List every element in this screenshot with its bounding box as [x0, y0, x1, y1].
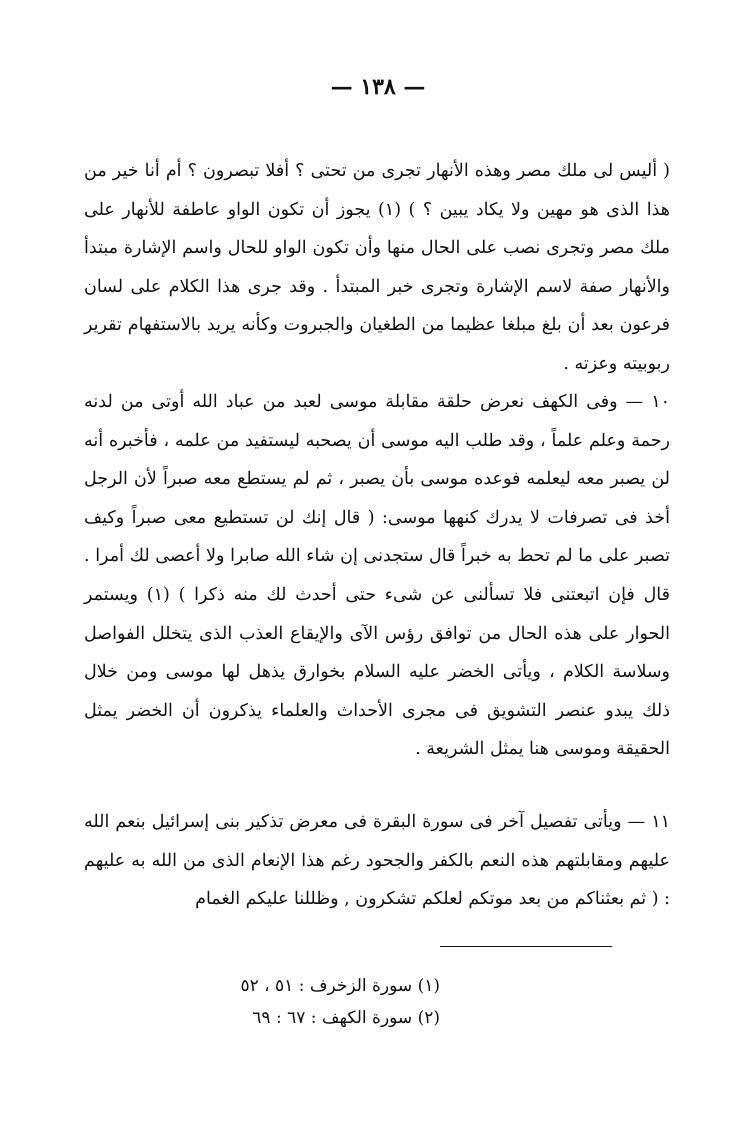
paragraph-10: ١٠ — وفى الكهف نعرض حلقة مقابلة موسى لعبد من عباد الله أوتى من لدنه رحمة وعلم علماً ، وقد طلب اليه موسى أن يصحبه ليستفيد من علمه ، فأخبره أنه لن يصبر معه ليعلمه فوعده موسى بأن يصبر ، ثم لم يستطع معه صبراً لأن الرجل أخذ فى تصرفات لا يدرك كنهها موسى: ( قال إنك لن تستطيع معى صبراً وكيف تصبر على ما لم تحط به خبراً قال ستجدنى إن شاء الله صابرا ولا أعصى لك أمرا . قال فإن اتبعتنى فلا تسألنى عن شىء حتى أحدث لك منه ذكرا ) (١) ويستمر الحوار على هذه الحال من توافق رؤس الآى والإيقاع العذب الذى يتخلل الفواصل وسلاسة الكلام ، ويأتى الخضر عليه السلام بخوارق يذهل لها موسى ومن خلال ذلك يبدو عنصر التشويق فى مجرى الأحداث والعلماء يذكرون أن الخضر يمثل الحقيقة وموسى هنا يمثل الشريعة .	[84, 392, 670, 760]
footnote-2: (٢) سورة الكهف : ٦٧ : ٦٩	[252, 1008, 440, 1028]
paragraph-quran-quote: ( أليس لى ملك مصر وهذه الأنهار تجرى من تحتى ؟ أفلا تبصرون ؟ أم أنا خير من هذا الذى هو مهين ولا يكاد يبين ؟ ) (١) يجوز أن تكون الواو عاطفة للأنهار على ملك مصر وتجرى نصب على الحال منها وأن تكون الواو للحال واسم الإشارة مبتدأ والأنهار صفة لاسم الإشارة وتجرى خبر المبتدأ . وقد جرى هذا الكلام على لسان فرعون بعد أن بلغ مبلغا عظيما من الطغيان والجبروت وكأنه يريد بالاستفهام تقرير ربوبيته وعزته .	[84, 161, 670, 374]
footnote-1: (١) سورة الزخرف : ٥١ ، ٥٢	[240, 976, 440, 996]
page-number: — ١٣٨ —	[330, 74, 426, 100]
footnote-divider	[440, 946, 612, 947]
paragraph-11: ١١ — ويأتى تفصيل آخر فى سورة البقرة فى معرض تذكير بنى إسرائيل بنعم الله عليهم ومقابلتهم هذه النعم بالكفر والجحود رغم هذا الإنعام الذى من الله به عليهم : ( ثم بعثناكم من بعد موتكم لعلكم تشكرون , وظللنا عليكم الغمام	[84, 812, 670, 910]
footnotes	[160, 970, 440, 1034]
